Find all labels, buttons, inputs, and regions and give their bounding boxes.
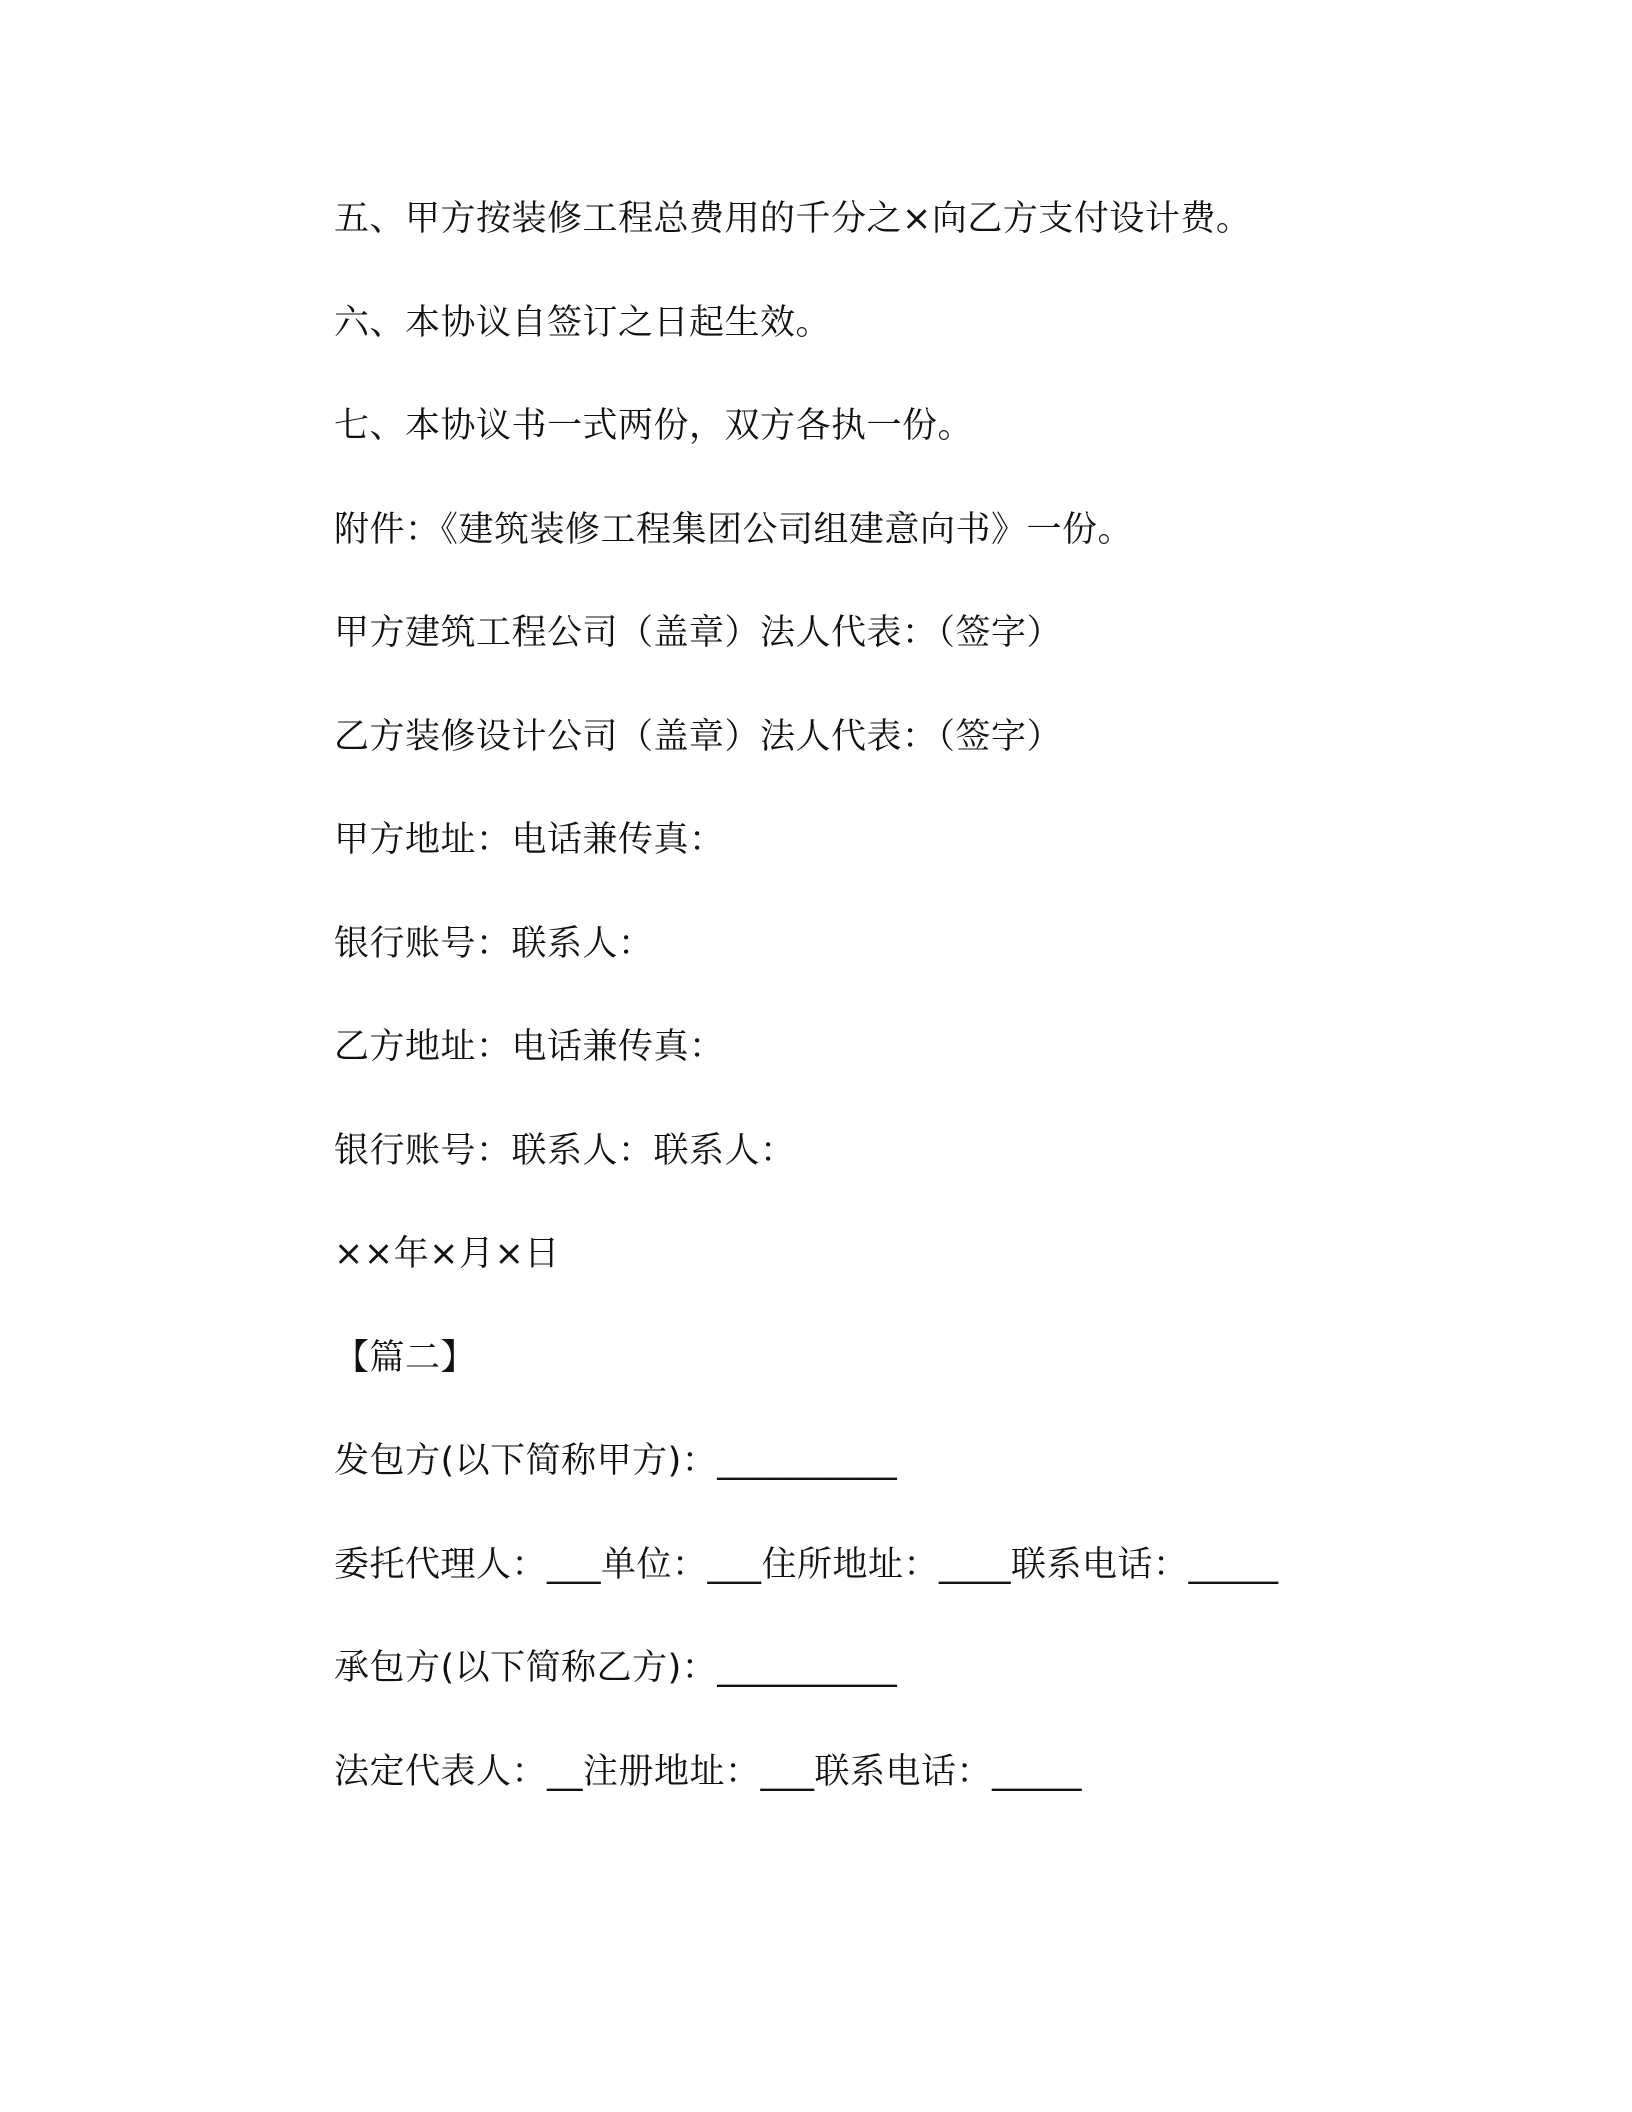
party-a-address-line: 甲方地址：电话兼传真： — [334, 820, 725, 860]
party-b-signature-line: 乙方装修设计公司（盖章）法人代表：（签字） — [334, 716, 1063, 757]
party-b-address-line: 乙方地址：电话兼传真： — [334, 1027, 725, 1067]
legal-representative-line: 法定代表人：__注册地址：___联系电话：_____ — [334, 1751, 1083, 1792]
party-b-bank-line: 银行账号：联系人：联系人： — [334, 1130, 796, 1171]
contractor-line: 承包方(以下简称乙方)：__________ — [334, 1648, 898, 1688]
employer-line: 发包方(以下简称甲方)：__________ — [334, 1441, 898, 1481]
party-a-signature-line: 甲方建筑工程公司（盖章）法人代表：（签字） — [334, 613, 1063, 653]
clause-five: 五、甲方按装修工程总费用的千分之×向乙方支付设计费。 — [334, 199, 1252, 239]
attachment-line: 附件：《建筑装修工程集团公司组建意向书》一份。 — [334, 509, 1134, 550]
clause-six: 六、本协议自签订之日起生效。 — [334, 302, 832, 343]
clause-seven: 七、本协议书一式两份，双方各执一份。 — [334, 406, 974, 446]
date-line: ××年×月×日 — [334, 1234, 560, 1274]
document-body — [334, 186, 1484, 1842]
agent-line: 委托代理人：___单位：___住所地址：____联系电话：_____ — [334, 1544, 1279, 1585]
party-a-bank-line: 银行账号：联系人： — [334, 923, 654, 964]
section-heading: 【篇二】 — [334, 1337, 477, 1378]
